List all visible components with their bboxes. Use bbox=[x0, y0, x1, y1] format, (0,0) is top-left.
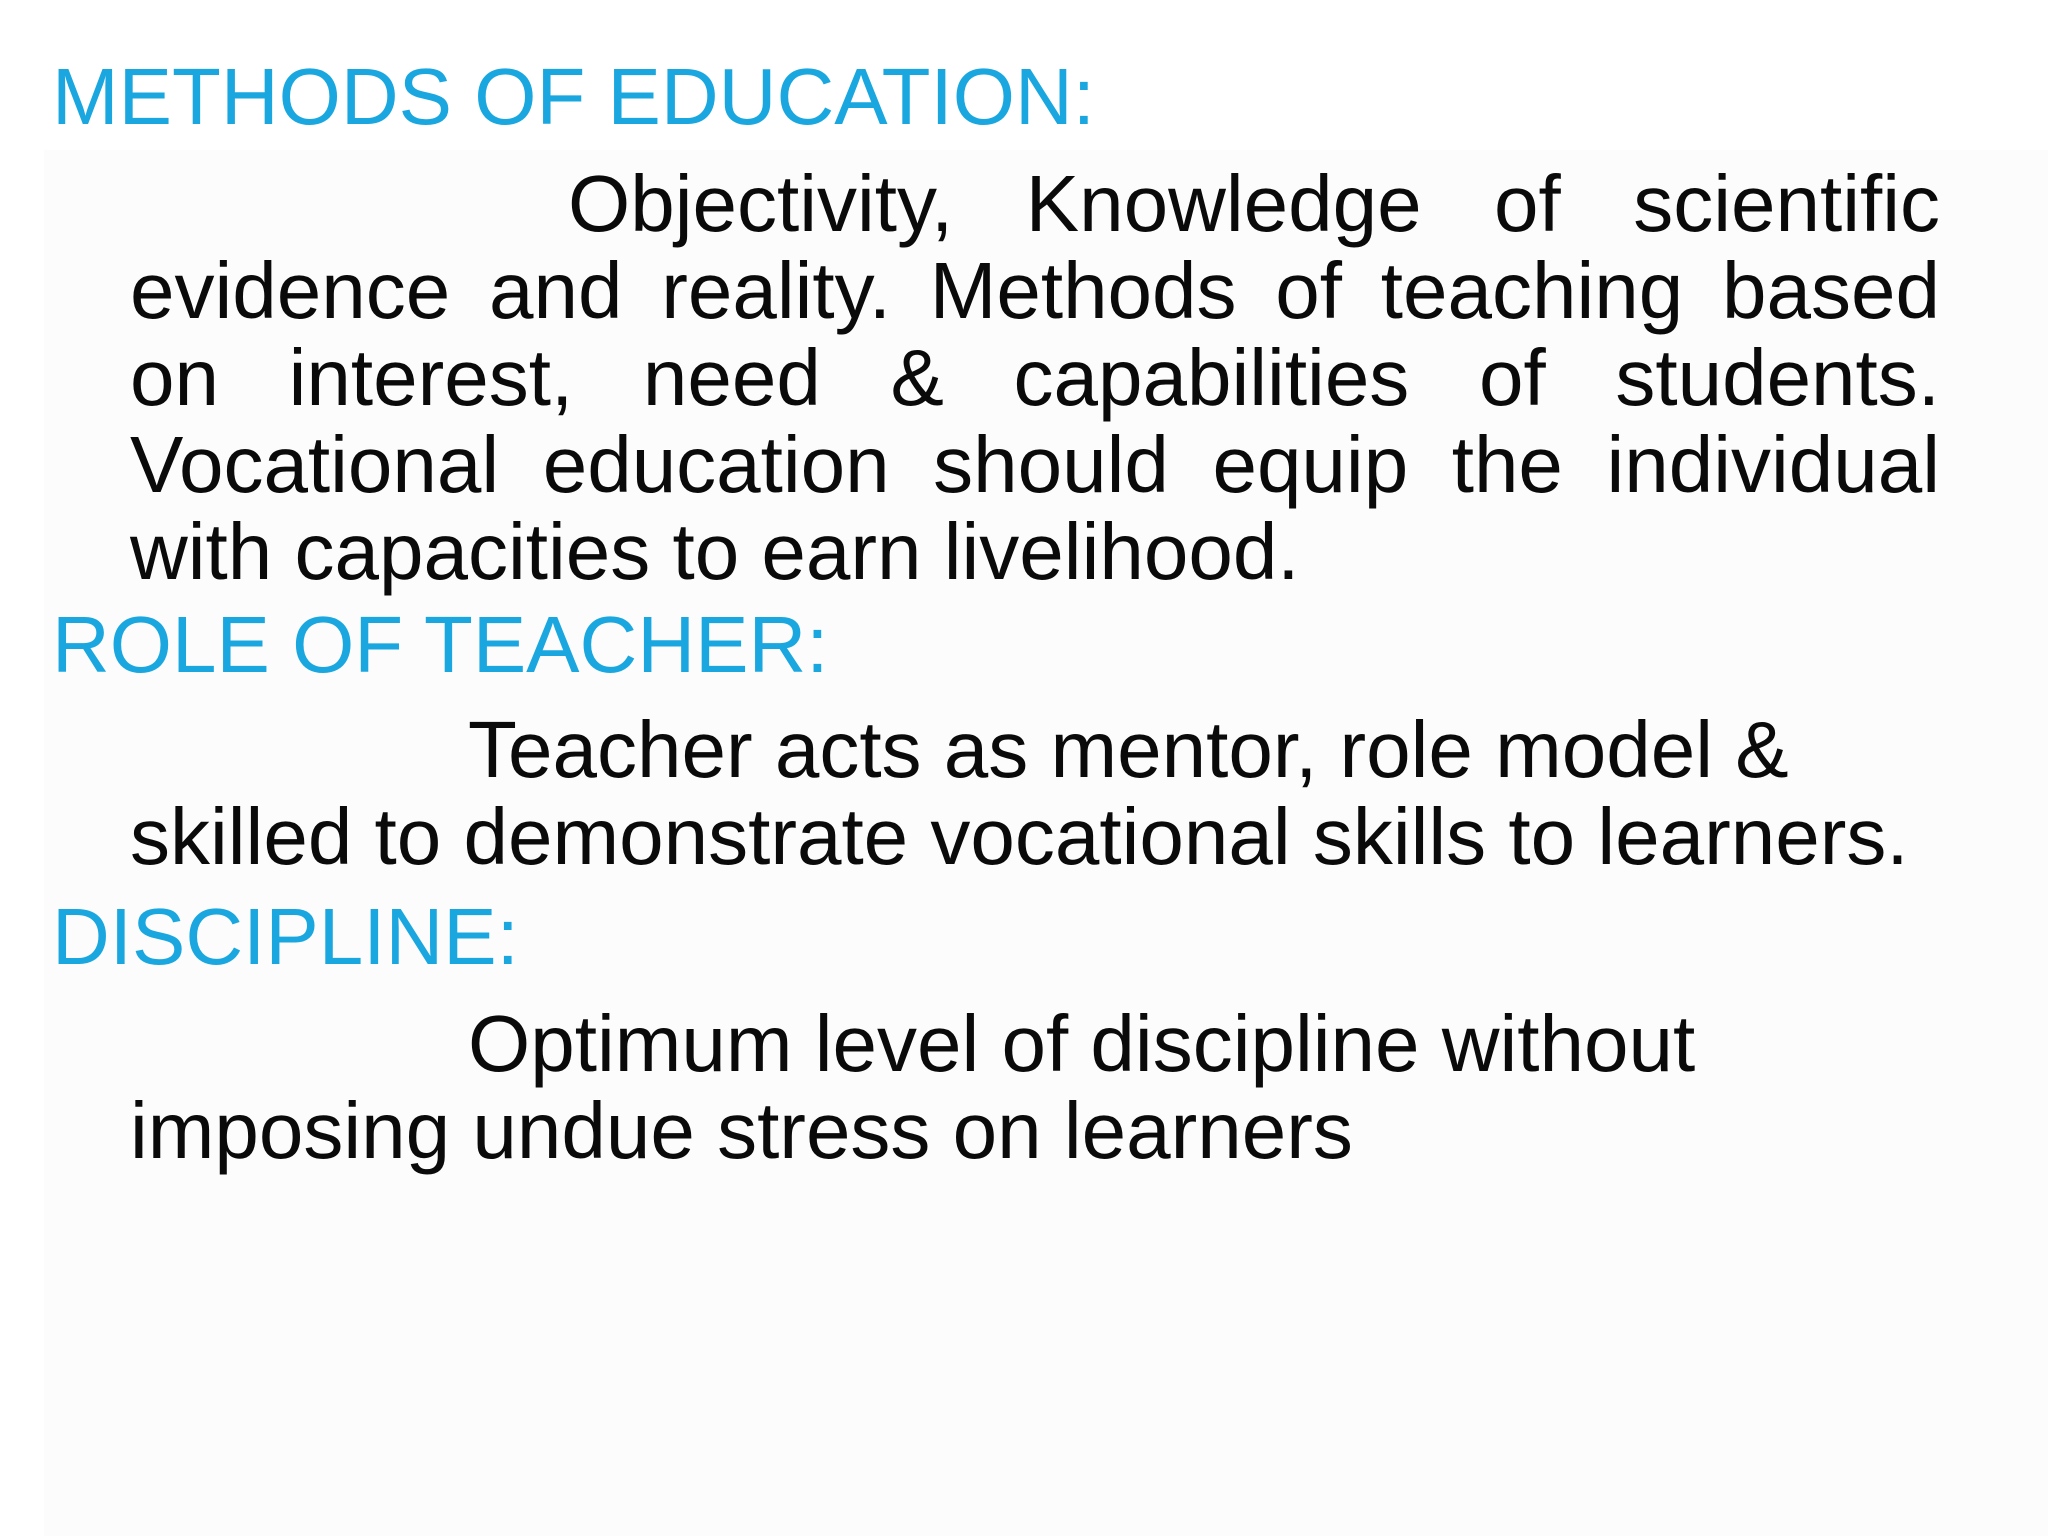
heading-methods-of-education: METHODS OF EDUCATION: bbox=[52, 52, 1095, 141]
paragraph-discipline bbox=[130, 1000, 1830, 1174]
heading-discipline: DISCIPLINE: bbox=[52, 892, 519, 981]
paragraph-methods-of-education bbox=[130, 160, 1940, 595]
heading-role-of-teacher: ROLE OF TEACHER: bbox=[52, 600, 829, 689]
paragraph-role-text: Teacher acts as mentor, role model & skilled to demonstrate vocational skills to learners. bbox=[130, 705, 1909, 881]
paragraph-methods-text: Objectivity, Knowledge of scientific evidence and reality. Methods of teaching based on interest, need & capabilities of students. Vocational education should equip the individual with capacities to earn livelihood. bbox=[130, 159, 1940, 596]
paragraph-role-of-teacher bbox=[130, 706, 1940, 880]
paragraph-discipline-text: Optimum level of discipline without imposing undue stress on learners bbox=[130, 999, 1696, 1175]
